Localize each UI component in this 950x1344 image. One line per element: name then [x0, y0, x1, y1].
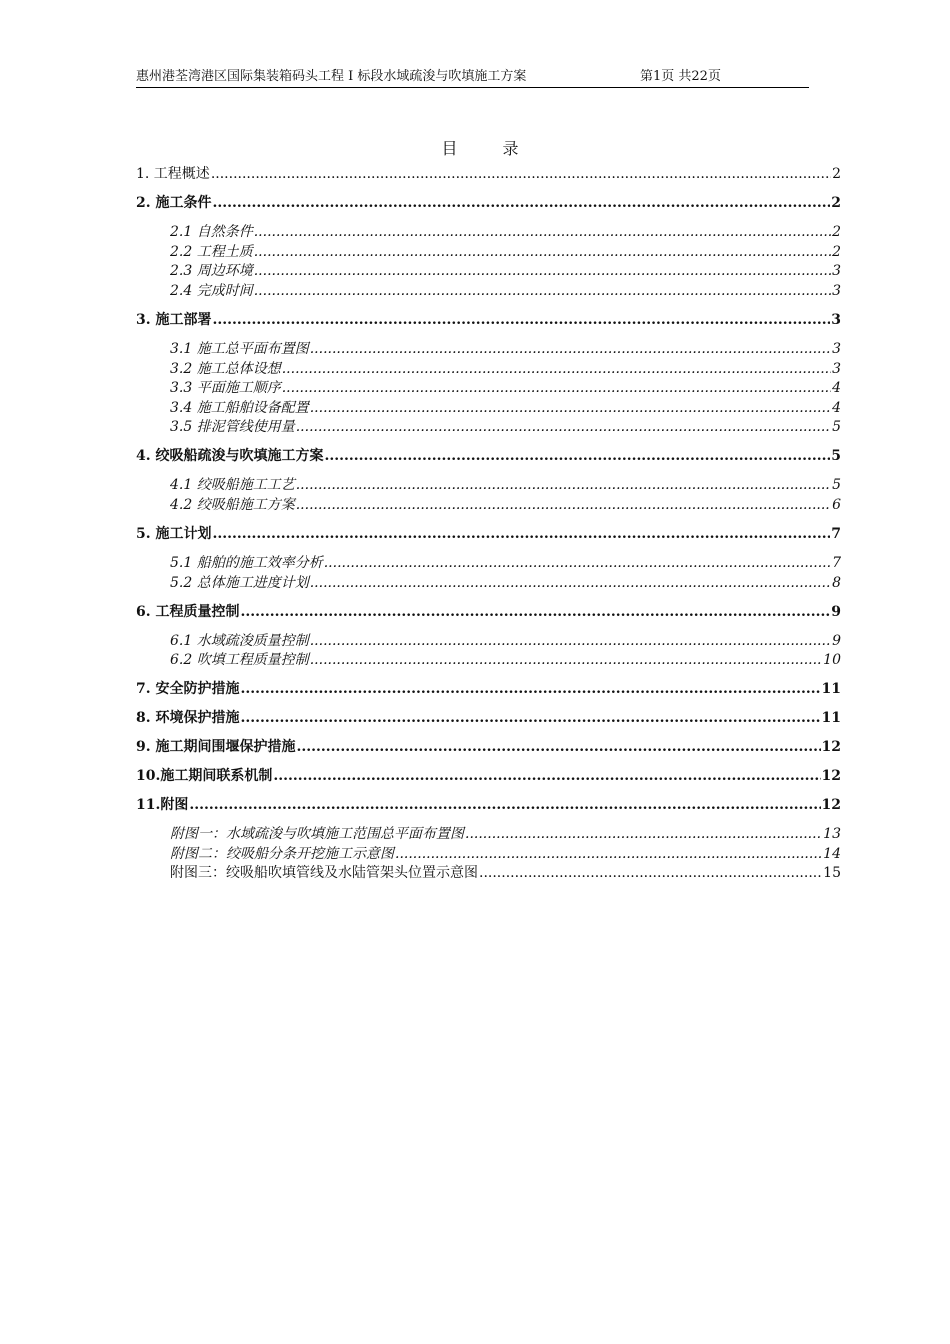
toc-entry-label: 附图二：绞吸船分条开挖施工示意图 [170, 846, 394, 862]
toc-dot-leader [254, 242, 831, 262]
toc-entry[interactable] [136, 378, 841, 398]
toc-entry[interactable] [136, 795, 841, 815]
toc-entry[interactable] [136, 164, 841, 184]
toc-entry[interactable] [136, 553, 841, 573]
toc-entry[interactable] [136, 398, 841, 418]
toc-entry[interactable] [136, 475, 841, 495]
toc-dot-leader [273, 766, 820, 786]
toc-entry[interactable] [136, 524, 841, 544]
toc-entry-label: 4.2 绞吸船施工方案 [170, 497, 295, 513]
toc-entry-page: 12 [821, 797, 841, 813]
toc-entry-label: 2.4 完成时间 [170, 283, 253, 299]
toc-dot-leader [310, 573, 831, 593]
toc-dot-leader [395, 844, 822, 864]
toc-dot-leader [310, 650, 822, 670]
toc-entry-label: 3.2 施工总体设想 [170, 361, 281, 377]
toc-entry[interactable] [136, 339, 841, 359]
toc-entry-page: 6 [832, 497, 841, 513]
toc-entry-label: 8. 环境保护措施 [136, 710, 240, 726]
toc-dot-leader [310, 339, 831, 359]
toc-entry-label: 3.3 平面施工顺序 [170, 380, 281, 396]
toc-entry[interactable] [136, 602, 841, 622]
toc-dot-leader [213, 310, 831, 330]
toc-entry-page: 8 [832, 575, 841, 591]
toc-entry-label: 2.1 自然条件 [170, 224, 253, 240]
toc-entry-label: 5.2 总体施工进度计划 [170, 575, 309, 591]
toc-entry-page: 7 [832, 555, 841, 571]
toc-entry-label: 4. 绞吸船疏浚与吹填施工方案 [136, 448, 324, 464]
document-title: 惠州港荃湾港区国际集装箱码头工程 I 标段水域疏浚与吹填施工方案 [136, 69, 527, 84]
toc-dot-leader [213, 524, 831, 544]
toc-entry-label: 2.3 周边环境 [170, 263, 253, 279]
toc-dot-leader [211, 164, 831, 184]
toc-entry[interactable] [136, 631, 841, 651]
toc-entry-page: 14 [823, 846, 841, 862]
toc-entry[interactable] [136, 679, 841, 699]
toc-entry-label: 3.5 排泥管线使用量 [170, 419, 295, 435]
toc-dot-leader [325, 446, 831, 466]
toc-entry[interactable] [136, 310, 841, 330]
toc-entry[interactable] [136, 863, 841, 883]
toc-dot-leader [282, 378, 831, 398]
toc-entry-page: 2 [832, 224, 841, 240]
toc-entry-page: 2 [832, 166, 841, 182]
toc-dot-leader [479, 863, 822, 883]
toc-entry-page: 5 [832, 419, 841, 435]
toc-entry-label: 附图一：水域疏浚与吹填施工范围总平面布置图 [170, 826, 464, 842]
toc-entry-label: 5.1 船舶的施工效率分析 [170, 555, 323, 571]
toc-dot-leader [296, 417, 831, 437]
toc-entry[interactable] [136, 708, 841, 728]
toc-entry-page: 2 [832, 244, 841, 260]
toc-entry[interactable] [136, 261, 841, 281]
toc-entry[interactable] [136, 844, 841, 864]
toc-entry-page: 3 [832, 263, 841, 279]
toc-heading: 目 录 [441, 139, 539, 158]
toc-entry[interactable] [136, 446, 841, 466]
toc-entry[interactable] [136, 417, 841, 437]
toc-entry-page: 9 [832, 633, 841, 649]
toc-entry[interactable] [136, 573, 841, 593]
toc-dot-leader [310, 631, 831, 651]
toc-entry-label: 7. 安全防护措施 [136, 681, 240, 697]
toc-dot-leader [324, 553, 831, 573]
toc-entry-page: 13 [823, 826, 841, 842]
toc-dot-leader [213, 193, 831, 213]
toc-entry-page: 5 [832, 477, 841, 493]
toc-dot-leader [254, 261, 831, 281]
toc-entry-page: 3 [831, 312, 841, 328]
toc-entry-page: 3 [832, 283, 841, 299]
toc-entry-label: 6.2 吹填工程质量控制 [170, 652, 309, 668]
toc-entry-page: 12 [821, 768, 841, 784]
toc-dot-leader [310, 398, 831, 418]
toc-dot-leader [254, 222, 831, 242]
toc-dot-leader [241, 708, 821, 728]
toc-entry[interactable] [136, 824, 841, 844]
toc-entry[interactable] [136, 737, 841, 757]
toc-entry[interactable] [136, 766, 841, 786]
toc-entry-label: 附图三：绞吸船吹填管线及水陆管架头位置示意图 [170, 865, 478, 881]
toc-entry-label: 9. 施工期间围堰保护措施 [136, 739, 296, 755]
toc-entry-label: 6.1 水域疏浚质量控制 [170, 633, 309, 649]
toc-dot-leader [254, 281, 831, 301]
toc-entry-page: 3 [832, 361, 841, 377]
toc-dot-leader [189, 795, 820, 815]
toc-entry[interactable] [136, 193, 841, 213]
toc-entry-label: 3.4 施工船舶设备配置 [170, 400, 309, 416]
toc-dot-leader [465, 824, 822, 844]
toc-entry-page: 2 [831, 195, 841, 211]
toc-entry-page: 5 [831, 448, 841, 464]
toc-entry[interactable] [136, 495, 841, 515]
toc-entry[interactable] [136, 359, 841, 379]
page-number: 第1页 共22页 [640, 69, 721, 84]
toc-dot-leader [296, 475, 831, 495]
toc-entry-label: 11.附图 [136, 797, 189, 813]
toc-entry-page: 11 [821, 681, 841, 697]
toc-dot-leader [282, 359, 831, 379]
toc-entry-page: 10 [823, 652, 841, 668]
toc-entry-label: 2.2 工程土质 [170, 244, 253, 260]
toc-entry-page: 4 [832, 400, 841, 416]
toc-entry-page: 15 [823, 865, 841, 881]
toc-entry[interactable] [136, 281, 841, 301]
toc-entry-page: 11 [821, 710, 841, 726]
toc-dot-leader [296, 495, 831, 515]
toc-entry-label: 3. 施工部署 [136, 312, 212, 328]
toc-dot-leader [241, 679, 821, 699]
toc-entry-page: 4 [832, 380, 841, 396]
toc-dot-leader [241, 602, 831, 622]
toc-entry-page: 7 [831, 526, 841, 542]
toc-entry-page: 12 [821, 739, 841, 755]
toc-entry[interactable] [136, 222, 841, 242]
toc-entry[interactable] [136, 242, 841, 262]
toc-entry[interactable] [136, 650, 841, 670]
toc-entry-label: 10.施工期间联系机制 [136, 768, 273, 784]
toc-entry-label: 2. 施工条件 [136, 195, 212, 211]
toc-entry-label: 6. 工程质量控制 [136, 604, 240, 620]
toc-entry-label: 4.1 绞吸船施工工艺 [170, 477, 295, 493]
toc-entry-page: 9 [831, 604, 841, 620]
page-header [136, 68, 809, 88]
toc-entry-label: 1. 工程概述 [136, 166, 210, 182]
toc-entry-label: 3.1 施工总平面布置图 [170, 341, 309, 357]
toc-entry-label: 5. 施工计划 [136, 526, 212, 542]
toc-entry-page: 3 [832, 341, 841, 357]
toc-dot-leader [297, 737, 821, 757]
